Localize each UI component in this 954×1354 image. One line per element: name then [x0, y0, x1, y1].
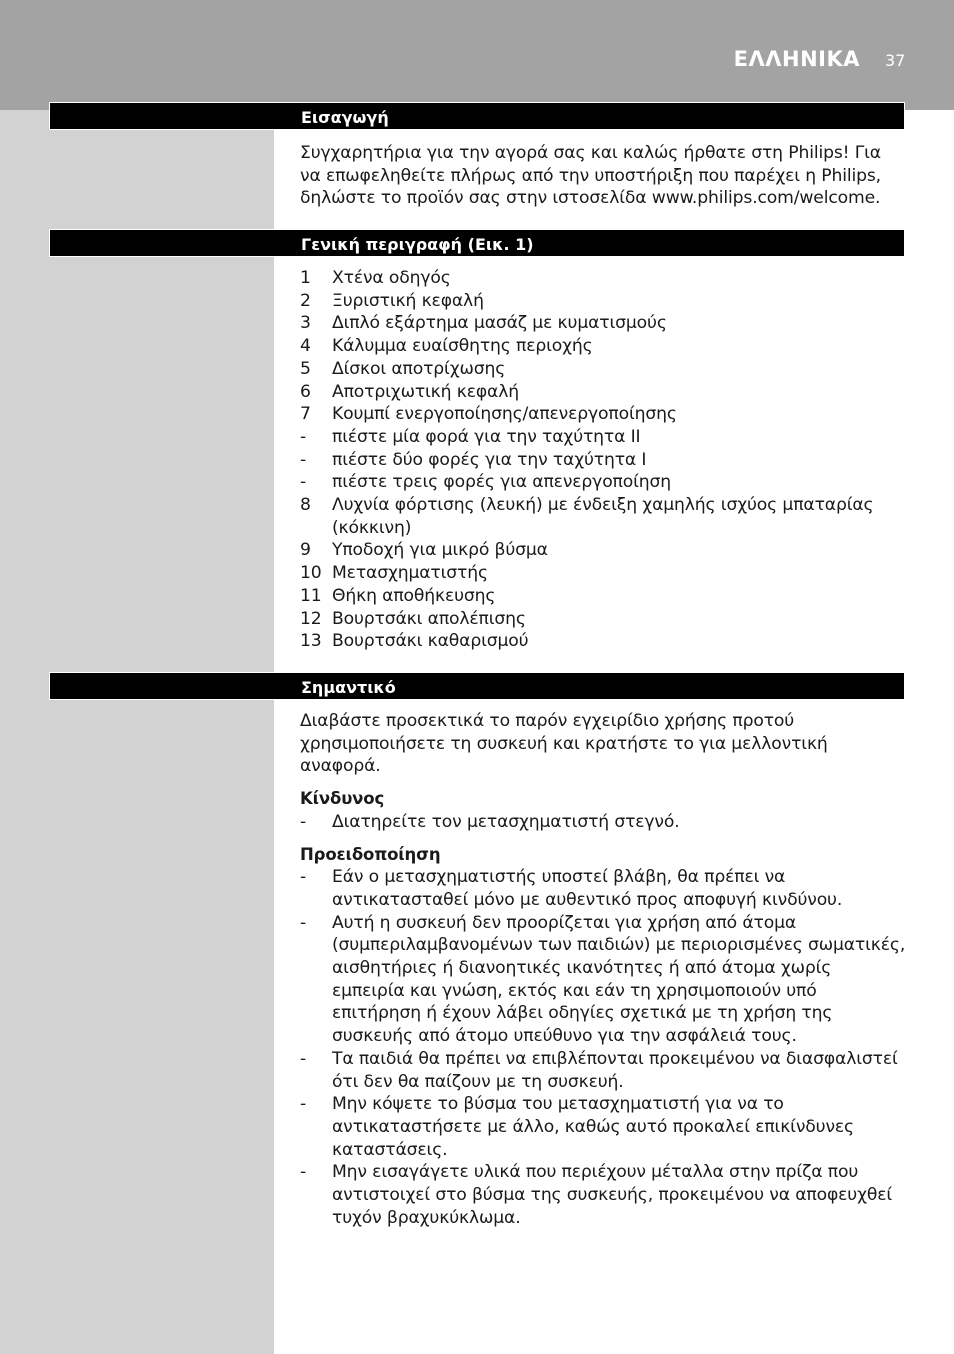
list-item — [300, 403, 906, 426]
list-item-number: - — [300, 1048, 307, 1069]
list-item-text: Ξυριστική κεφαλή — [332, 290, 484, 311]
list-item-text: Μετασχηματιστής — [332, 563, 488, 584]
side-margin-band — [0, 110, 274, 1354]
list-item-text: Θήκη αποθήκευσης — [332, 585, 496, 606]
list-item-text: Κάλυμμα ευαίσθητης περιοχής — [332, 336, 593, 357]
list-item-text: πιέστε μία φορά για την ταχύτητα II — [332, 426, 641, 447]
list-item-number: 13 — [300, 631, 322, 652]
list-item-text: Δίσκοι αποτρίχωσης — [332, 358, 506, 379]
list-item-text: Διατηρείτε τον μετασχηματιστή στεγνό. — [332, 811, 680, 832]
list-item — [300, 866, 906, 911]
intro-text: Συγχαρητήρια για την αγορά σας και καλώς ήρθατε στη Philips! Για να επωφεληθείτε πλήρως από την υποστήριξη που παρέχει η Philips, δηλώστε το προϊόν σας στην ιστοσελίδα www.philips.com/welcome. — [300, 143, 881, 209]
list-item-number: 2 — [300, 290, 311, 311]
section-bar-important — [49, 672, 905, 700]
list-item — [300, 608, 906, 631]
list-item-text: Υποδοχή για μικρό βύσμα — [332, 540, 548, 561]
language-label: ΕΛΛΗΝΙΚΑ — [733, 47, 860, 71]
list-item — [300, 494, 906, 539]
list-item-text: Κουμπί ενεργοποίησης/απενεργοποίησης — [332, 404, 677, 425]
list-item — [300, 290, 906, 313]
list-item — [300, 630, 906, 653]
list-item — [300, 562, 906, 585]
list-item — [300, 539, 906, 562]
danger-title: Κίνδυνος — [300, 789, 385, 809]
list-item-text: Χτένα οδηγός — [332, 268, 451, 288]
warning-list — [300, 866, 906, 1229]
warning-title: Προειδοποίηση — [300, 844, 441, 864]
list-item — [300, 381, 906, 404]
list-item-text: Εάν ο μετασχηματιστής υποστεί βλάβη, θα πρέπει να αντικατασταθεί μόνο με αυθεντικό προς αποφυγή κινδύνου. — [332, 867, 843, 910]
list-item-text: Βουρτσάκι καθαρισμού — [332, 631, 529, 652]
list-item — [300, 1093, 906, 1161]
list-item-number: 9 — [300, 540, 311, 561]
list-item — [300, 471, 906, 494]
general-description-list — [300, 267, 906, 653]
list-item — [300, 267, 906, 290]
list-item — [300, 426, 906, 449]
list-item — [300, 1161, 906, 1229]
list-item-text: Βουρτσάκι απολέπισης — [332, 608, 526, 629]
danger-list — [300, 811, 906, 834]
list-item-number: - — [300, 1162, 307, 1183]
section-heading-important: Σημαντικό — [301, 678, 396, 697]
list-item-text: Αυτή η συσκευή δεν προορίζεται για χρήση από άτομα (συμπεριλαμβανομένων των παιδιών) με περιορισμένες σωματικές, αισθητήριες ή διανοητικές ικανότητες ή από άτομα χωρίς εμπειρία και γνώση, εκτός και εάν τη χρησιμοποιούν υπό επιτήρηση ή έχουν λάβει οδηγίες σχετικά με τη χρήση της συσκευής από άτομο υπεύθυνο για την ασφάλειά τους. — [332, 912, 906, 1047]
list-item-number: 10 — [300, 563, 322, 584]
list-item-text: πιέστε δύο φορές για την ταχύτητα I — [332, 449, 647, 470]
list-item-number: 1 — [300, 268, 311, 288]
list-item — [300, 585, 906, 608]
section-heading-general: Γενική περιγραφή (Εικ. 1) — [301, 235, 534, 254]
list-item — [300, 811, 906, 834]
list-item-number: - — [300, 1094, 307, 1115]
list-item-number: 7 — [300, 404, 311, 425]
list-item — [300, 312, 906, 335]
list-item-number: 4 — [300, 336, 311, 357]
list-item-text: Μην κόψετε το βύσμα του μετασχηματιστή για να το αντικαταστήσετε με άλλο, καθώς αυτό προκαλεί επικίνδυνες καταστάσεις. — [332, 1094, 854, 1160]
list-item-number: 3 — [300, 313, 311, 334]
section-bar-general — [49, 229, 905, 257]
list-item-text: πιέστε τρεις φορές για απενεργοποίηση — [332, 472, 672, 493]
list-item-number: 6 — [300, 381, 311, 402]
list-item-number: - — [300, 449, 307, 470]
list-item-text: Αποτριχωτική κεφαλή — [332, 381, 519, 402]
important-intro: Διαβάστε προσεκτικά το παρόν εγχειρίδιο χρήσης προτού χρησιμοποιήσετε τη συσκευή και κρατήστε το για μελλοντική αναφορά. — [300, 711, 828, 777]
list-item-text: Τα παιδιά θα πρέπει να επιβλέπονται προκειμένου να διασφαλιστεί ότι δεν θα παίζουν με τη συσκευή. — [332, 1048, 898, 1092]
section-heading-intro: Εισαγωγή — [301, 108, 389, 127]
list-item-number: 11 — [300, 585, 322, 606]
list-item-text: Λυχνία φόρτισης (λευκή) με ένδειξη χαμηλής ισχύος μπαταρίας (κόκκινη) — [332, 495, 874, 538]
page-number: 37 — [885, 51, 906, 70]
list-item-number: - — [300, 472, 307, 493]
list-item-text: Διπλό εξάρτημα μασάζ με κυματισμούς — [332, 313, 667, 334]
list-item — [300, 358, 906, 381]
list-item — [300, 912, 906, 1048]
intro-block — [300, 142, 906, 210]
list-item — [300, 449, 906, 472]
list-item-number: - — [300, 867, 307, 888]
list-item — [300, 335, 906, 358]
list-item-number: 8 — [300, 495, 311, 516]
list-item-number: - — [300, 426, 307, 447]
list-item-number: - — [300, 912, 307, 933]
section-bar-intro — [49, 102, 905, 130]
list-item-text: Μην εισαγάγετε υλικά που περιέχουν μέταλλα στην πρίζα που αντιστοιχεί στο βύσμα της συσκευής, προκειμένου να αποφευχθεί τυχόν βραχυκύκλωμα. — [332, 1162, 893, 1228]
list-item-number: 12 — [300, 608, 322, 629]
list-item-number: - — [300, 811, 307, 832]
list-item-number: 5 — [300, 358, 311, 379]
important-block — [300, 710, 906, 1229]
list-item — [300, 1048, 906, 1093]
